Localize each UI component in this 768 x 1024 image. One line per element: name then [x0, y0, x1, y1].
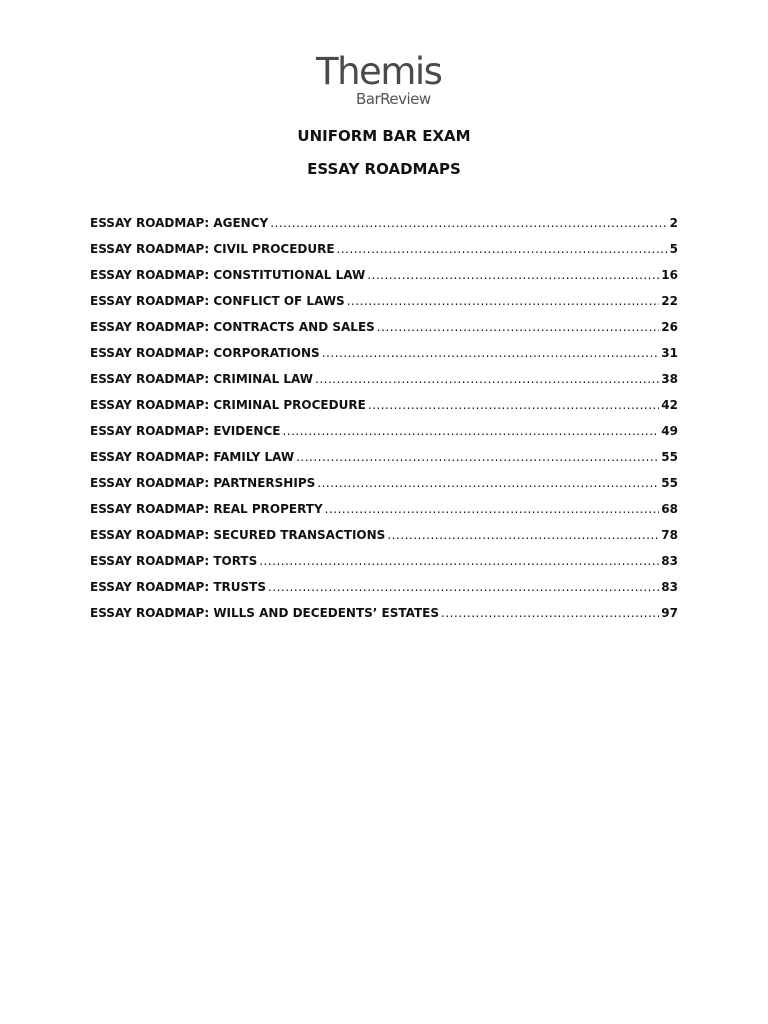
toc-entry[interactable]: [90, 266, 678, 292]
toc-entry-label: ESSAY ROADMAP: TRUSTS: [90, 580, 266, 594]
toc-entry[interactable]: [90, 370, 678, 396]
toc-leader-dots: [347, 292, 660, 310]
toc-leader-dots: [268, 578, 659, 596]
toc-leader-dots: [441, 604, 659, 622]
toc-entry-page: 83: [661, 580, 678, 594]
toc-entry-label: ESSAY ROADMAP: CONSTITUTIONAL LAW: [90, 268, 366, 282]
toc-entry-page: 49: [661, 424, 678, 438]
document-title: UNIFORM BAR EXAM: [297, 127, 471, 145]
toc-entry-label: ESSAY ROADMAP: CRIMINAL LAW: [90, 372, 314, 386]
toc-entry-page: 78: [661, 528, 678, 542]
toc-leader-dots: [259, 552, 659, 570]
toc-leader-dots: [377, 318, 660, 336]
toc-entry[interactable]: [90, 578, 678, 604]
toc-entry[interactable]: [90, 448, 678, 474]
toc-entry-page: 83: [661, 554, 678, 568]
toc-entry-label: ESSAY ROADMAP: CIVIL PROCEDURE: [90, 242, 335, 256]
toc-entry-label: ESSAY ROADMAP: CORPORATIONS: [90, 346, 320, 360]
toc-entry-page: 5: [669, 242, 678, 256]
toc-entry-label: ESSAY ROADMAP: TORTS: [90, 554, 258, 568]
toc-entry[interactable]: [90, 318, 678, 344]
toc-entry-page: 31: [661, 346, 678, 360]
toc-entry[interactable]: [90, 396, 678, 422]
toc-entry-page: 55: [661, 450, 678, 464]
toc-leader-dots: [368, 396, 660, 414]
toc-entry[interactable]: [90, 474, 678, 500]
toc-entry-page: 26: [661, 320, 678, 334]
toc-entry-label: ESSAY ROADMAP: SECURED TRANSACTIONS: [90, 528, 386, 542]
toc-entry-page: 97: [661, 606, 678, 620]
toc-entry-page: 2: [669, 216, 678, 230]
toc-entry[interactable]: [90, 422, 678, 448]
toc-leader-dots: [317, 474, 659, 492]
toc-leader-dots: [387, 526, 659, 544]
document-subtitle: ESSAY ROADMAPS: [307, 160, 461, 178]
toc-entry-page: 68: [661, 502, 678, 516]
toc-entry-page: 38: [661, 372, 678, 386]
toc-entry-label: ESSAY ROADMAP: CRIMINAL PROCEDURE: [90, 398, 366, 412]
toc-leader-dots: [315, 370, 659, 388]
toc-entry-page: 16: [661, 268, 678, 282]
toc-entry-page: 55: [661, 476, 678, 490]
toc-entry-label: ESSAY ROADMAP: CONTRACTS AND SALES: [90, 320, 375, 334]
toc-leader-dots: [325, 500, 660, 518]
table-of-contents: [90, 214, 678, 630]
toc-entry[interactable]: [90, 344, 678, 370]
toc-leader-dots: [296, 448, 659, 466]
toc-entry-page: 42: [661, 398, 678, 412]
toc-entry-label: ESSAY ROADMAP: PARTNERSHIPS: [90, 476, 316, 490]
toc-entry-label: ESSAY ROADMAP: AGENCY: [90, 216, 269, 230]
toc-entry[interactable]: [90, 604, 678, 630]
toc-leader-dots: [270, 214, 667, 232]
toc-entry[interactable]: [90, 500, 678, 526]
toc-entry-label: ESSAY ROADMAP: FAMILY LAW: [90, 450, 295, 464]
toc-entry-label: ESSAY ROADMAP: WILLS AND DECEDENTS’ ESTATES: [90, 606, 440, 620]
toc-leader-dots: [322, 344, 660, 362]
toc-leader-dots: [337, 240, 668, 258]
logo-wordmark: Themis: [316, 50, 442, 93]
toc-leader-dots: [367, 266, 659, 284]
toc-entry[interactable]: [90, 240, 678, 266]
themis-logo: [316, 52, 456, 112]
logo-subtitle: BarReview: [356, 90, 431, 108]
toc-entry-label: ESSAY ROADMAP: REAL PROPERTY: [90, 502, 323, 516]
toc-leader-dots: [282, 422, 659, 440]
toc-entry[interactable]: [90, 214, 678, 240]
toc-entry-label: ESSAY ROADMAP: CONFLICT OF LAWS: [90, 294, 345, 308]
toc-entry-page: 22: [661, 294, 678, 308]
toc-entry[interactable]: [90, 292, 678, 318]
toc-entry-label: ESSAY ROADMAP: EVIDENCE: [90, 424, 281, 438]
toc-entry[interactable]: [90, 526, 678, 552]
toc-entry[interactable]: [90, 552, 678, 578]
